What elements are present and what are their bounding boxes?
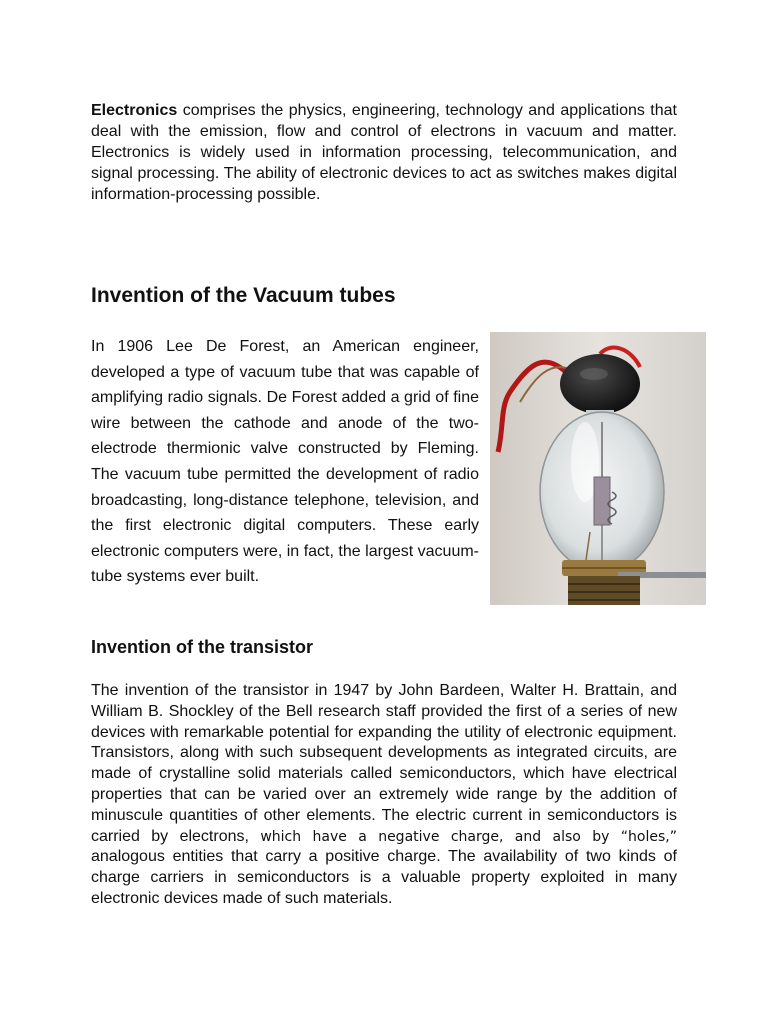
intro-paragraph [91, 100, 677, 205]
vacuum-tube-photo [490, 332, 706, 605]
vacuum-paragraph: In 1906 Lee De Forest, an American engineer, developed a type of vacuum tube that was capable of amplifying radio signals. De Forest added a grid of fine wire between the cathode and anode of the two-electrode thermionic valve constructed by Fleming. The vacuum tube permitted the development of radio broadcasting, long-distance telephone, television, and the first electronic digital computers. These early electronic computers were, in fact, the largest vacuum-tube systems ever built. [91, 338, 479, 586]
transistor-text-part2: which have a negative charge, and also by “holes,” [260, 828, 678, 845]
intro-term: Electronics [91, 102, 178, 119]
heading-vacuum-tubes: Invention of the Vacuum tubes [91, 284, 396, 307]
transistor-text-part3: analogous entities that carry a positive charge. The availability of two kinds of charge carriers in semiconductors is a valuable property exploited in many electronic devices made of such materials. [91, 848, 677, 907]
transistor-text-part1: The invention of the transistor in 1947 by John Bardeen, Walter H. Brattain, and William B. Shockley of the Bell research staff provided the first of a series of new devices with remarkable potential for expanding the utility of electronic equipment. Transistors, along with such subsequent developments as integrated circuits, are made of crystalline solid materials called semiconductors, which have electrical properties that can be varied over an extremely wide range by the addition of minuscule quantities of other elements. The electric current in semiconductors is carried by electrons, [91, 682, 677, 845]
heading-transistor: Invention of the transistor [91, 637, 314, 657]
vacuum-tube-illustration [490, 332, 706, 605]
transistor-paragraph [91, 681, 677, 910]
intro-text: comprises the physics, engineering, technology and applications that deal with the emission, flow and control of electrons in vacuum and matter. Electronics is widely used in information processing, telecommunication, and signal processing. The ability of electronic devices to act as switches makes digital information-processing possible. [91, 102, 677, 203]
